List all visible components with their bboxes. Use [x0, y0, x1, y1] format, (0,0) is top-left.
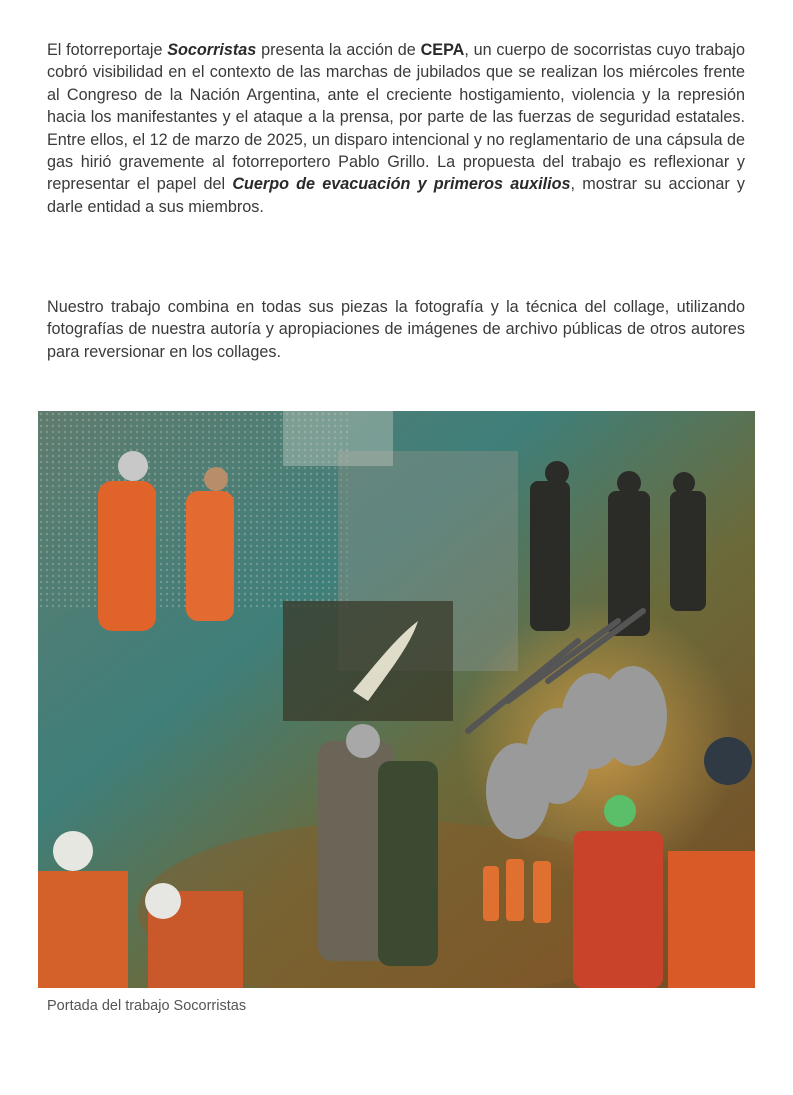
text-run: El fotorreportaje	[47, 41, 168, 59]
text-run: , un cuerpo de socorristas cuyo trabajo cobró visibilidad en el contexto de las marchas de jubilados que se realizan los miércoles frente al Congreso de la Nación Argentina, ante el creciente hostigamiento, violencia y la represión hacia los manifestantes y el ataque a la prensa, por parte de las fuerzas de seguridad estatales. Entre ellos, el 12 de marzo de 2025, un disparo intencional y no reglamentario de una cápsula de gas hirió gravemente al fotorreportero Pablo Grillo. La propuesta del trabajo es reflexionar y representar el papel del	[47, 41, 745, 194]
figure-caption: Portada del trabajo Socorristas	[47, 998, 247, 1014]
collage-image	[38, 411, 755, 988]
collage-artwork	[38, 411, 755, 988]
corps-emphasis: Cuerpo de evacuación y primeros auxilios	[232, 175, 571, 194]
org-emphasis: CEPA	[420, 41, 465, 59]
intro-paragraph	[47, 39, 745, 218]
text-run: , mostrar su accionar y darle entidad a sus miembros.	[47, 175, 746, 216]
method-paragraph: Nuestro trabajo combina en todas sus piezas la fotografía y la técnica del collage, utilizando fotografías de nuestra autoría y apropiaciones de imágenes de archivo públicas de otros autores para reversionar en los collages.	[47, 298, 745, 361]
text-run: presenta la acción de	[256, 41, 421, 59]
title-emphasis: Socorristas	[167, 41, 257, 59]
